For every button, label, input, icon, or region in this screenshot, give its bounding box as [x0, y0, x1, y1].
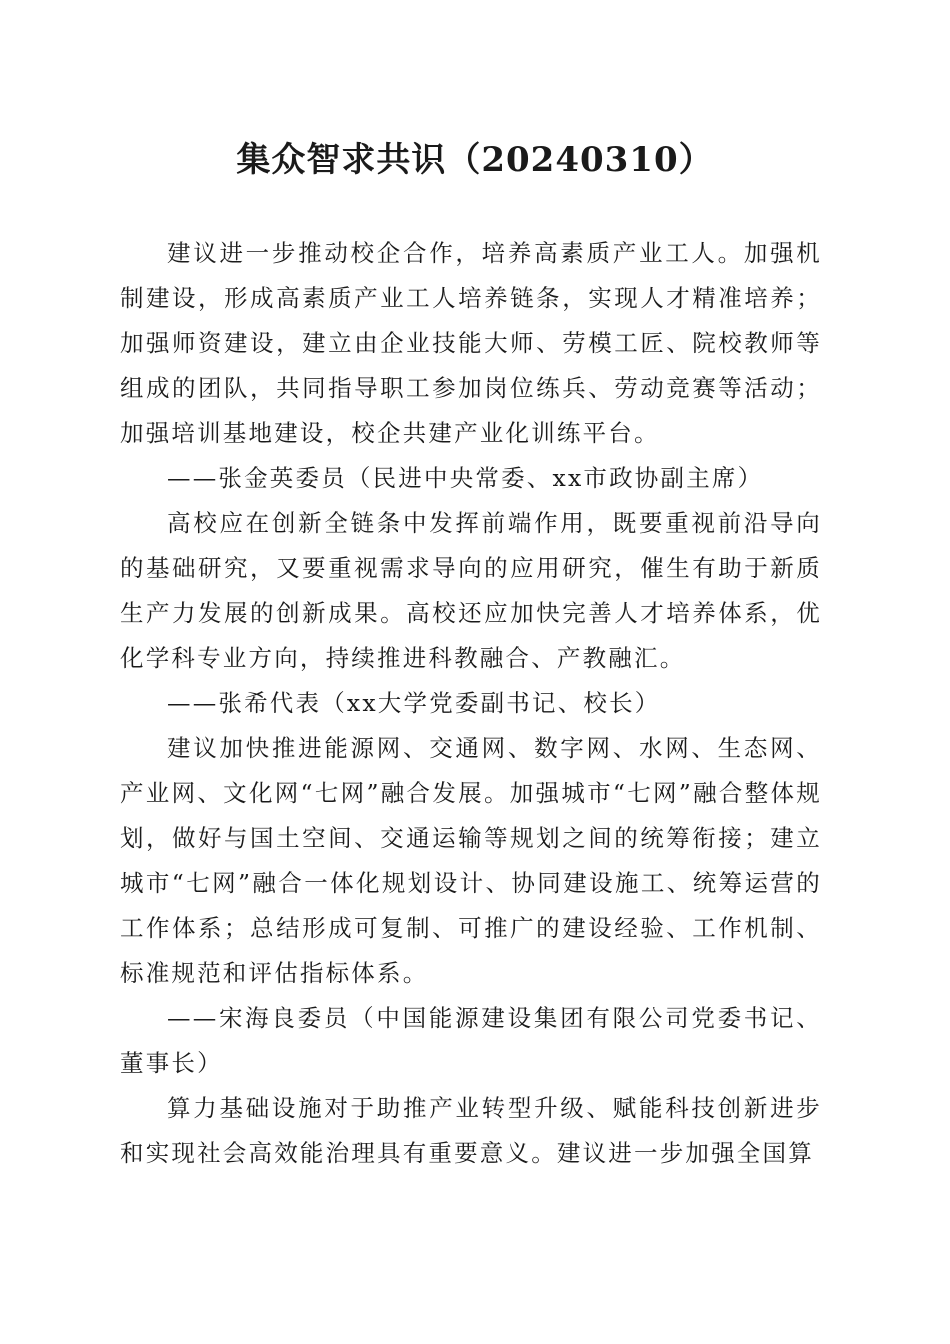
paragraph-2: 高校应在创新全链条中发挥前端作用，既要重视前沿导向的基础研究，又要重视需求导向的应用研究，催生有助于新质生产力发展的创新成果。高校还应加快完善人才培养体系，优化学科专业方向，持续推进科教融合、产教融汇。: [120, 509, 822, 672]
paragraph-3: 建议加快推进能源网、交通网、数字网、水网、生态网、产业网、文化网“七网”融合发展。加强城市“七网”融合整体规划，做好与国土空间、交通运输等规划之间的统筹衔接；建立城市“七网”融合一体化规划设计、协同建设施工、统筹运营的工作体系；总结形成可复制、可推广的建设经验、工作机制、标准规范和评估指标体系。: [120, 734, 822, 987]
attribution-3: ——宋海良委员（中国能源建设集团有限公司党委书记、董事长）: [120, 1004, 822, 1077]
document-title: 集众智求共识（20240310）: [236, 140, 714, 180]
paragraph-4: 算力基础设施对于助推产业转型升级、赋能科技创新进步和实现社会高效能治理具有重要意义。建议进一步加强全国算: [120, 1094, 822, 1167]
attribution-2: ——张希代表（xx大学党委副书记、校长）: [167, 689, 661, 717]
attribution-1: ——张金英委员（民进中央常委、xx市政协副主席）: [167, 464, 764, 492]
paragraph-1: 建议进一步推动校企合作，培养高素质产业工人。加强机制建设，形成高素质产业工人培养链条，实现人才精准培养；加强师资建设，建立由企业技能大师、劳模工匠、院校教师等组成的团队，共同指导职工参加岗位练兵、劳动竞赛等活动；加强培训基地建设，校企共建产业化训练平台。: [120, 239, 822, 447]
document-body: [120, 231, 822, 1176]
